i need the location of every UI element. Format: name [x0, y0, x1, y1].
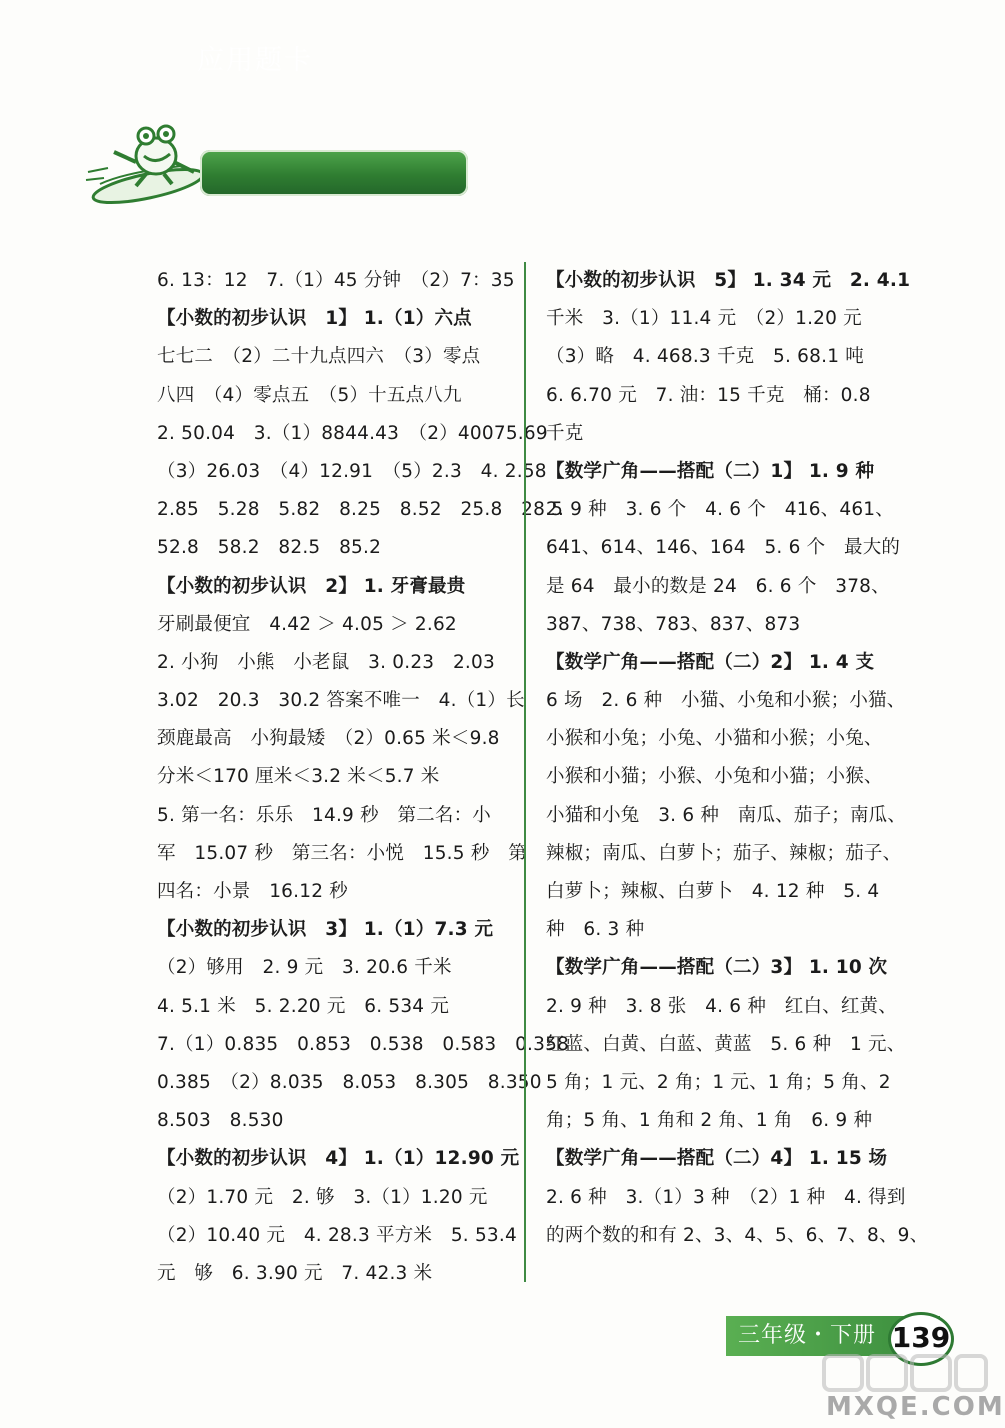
column-divider: [524, 262, 526, 1282]
answer-line: 【数学广角——搭配（二）4】 1. 15 场: [546, 1148, 888, 1170]
answer-line: （2）够用 2. 9 元 3. 20.6 千米: [157, 957, 452, 979]
answer-line: 【小数的初步认识 5】 1. 34 元 2. 4.1: [546, 270, 911, 291]
answer-line: 千克: [546, 422, 584, 444]
page-number: 139: [891, 1321, 951, 1354]
answer-line: 3.02 20.3 30.2 答案不唯一 4.（1）长: [157, 690, 525, 712]
answer-line: 白萝卜；辣椒、白萝卜 4. 12 种 5. 4: [546, 881, 880, 902]
frog-surfer-mascot-icon: [86, 112, 216, 222]
answer-line: 6. 13：12 7.（1）45 分钟 （2）7：35: [157, 270, 515, 291]
answer-line: 2. 9 种 3. 8 张 4. 6 种 红白、红黄、: [546, 995, 897, 1017]
answer-line: 【小数的初步认识 1】 1.（1）六点: [157, 308, 472, 330]
answer-line: 7.（1）0.835 0.853 0.538 0.583 0.358: [157, 1033, 570, 1055]
answer-line: 【数学广角——搭配（二）2】 1. 4 支: [546, 651, 875, 673]
answer-line: 颈鹿最高 小狗最矮 （2）0.65 米＜9.8: [157, 728, 500, 750]
answer-line: 6 场 2. 6 种 小猫、小兔和小猴；小猫、: [546, 690, 906, 712]
answer-line: 军 15.07 秒 第三名：小悦 15.5 秒 第: [157, 842, 527, 864]
answer-line: 元 够 6. 3.90 元 7. 42.3 米: [157, 1262, 433, 1284]
answer-column-right: [546, 262, 929, 1255]
answer-line: 辣椒；南瓜、白萝卜；茄子、辣椒；茄子、: [546, 842, 902, 864]
answer-line: （2）10.40 元 4. 28.3 平方米 5. 53.4: [157, 1224, 517, 1246]
answer-line: 6. 6.70 元 7. 油：15 千克 桶：0.8: [546, 384, 871, 406]
answer-line: 小猴和小猫；小猴、小兔和小猫；小猴、: [546, 766, 883, 788]
answer-line: （2）1.70 元 2. 够 3.（1）1.20 元: [157, 1186, 488, 1208]
answer-line: 是 64 最小的数是 24 6. 6 个 378、: [546, 575, 890, 597]
answer-line: 小猫和小兔 3. 6 种 南瓜、茄子；南瓜、: [546, 804, 907, 826]
answer-line: 【小数的初步认识 2】 1. 牙膏最贵: [157, 575, 466, 597]
answer-line: 5 角；1 元、2 角；1 元、1 角；5 角、2: [546, 1071, 891, 1093]
answer-line: 七七二 （2）二十九点四六 （3）零点: [157, 346, 481, 368]
answer-line: 四名：小景 16.12 秒: [157, 881, 348, 902]
watermark-site-text: MXQE.COM: [826, 1392, 1005, 1422]
answer-line: 2.85 5.28 5.82 8.25 8.52 25.8 28.5: [157, 499, 564, 521]
answer-line: 角；5 角、1 角和 2 角、1 角 6. 9 种: [546, 1110, 873, 1132]
answer-line: 2. 小狗 小熊 小老鼠 3. 0.23 2.03: [157, 651, 495, 673]
answer-line: 2. 9 种 3. 6 个 4. 6 个 416、461、: [546, 499, 894, 521]
answer-line: 的两个数的和有 2、3、4、5、6、7、8、9、: [546, 1224, 929, 1246]
answer-line: 4. 5.1 米 5. 2.20 元 6. 534 元: [157, 995, 450, 1017]
answer-line: 千米 3.（1）11.4 元 （2）1.20 元: [546, 308, 862, 330]
title-banner: [200, 150, 468, 196]
answer-line: 【小数的初步认识 3】 1.（1）7.3 元: [157, 919, 494, 941]
answer-line: 牙刷最便宜 4.42 ＞ 4.05 ＞ 2.62: [157, 613, 457, 635]
answer-line: 8.503 8.530: [157, 1110, 284, 1132]
section-header: [86, 112, 386, 222]
answer-line: 387、738、783、837、873: [546, 613, 801, 635]
answer-line: 5. 第一名：乐乐 14.9 秒 第二名：小: [157, 804, 492, 826]
footer-grade-label: 三年级・下册: [738, 1323, 877, 1348]
answer-line: 2. 50.04 3.（1）8844.43 （2）40075.69: [157, 422, 548, 444]
answer-line: 52.8 58.2 82.5 85.2: [157, 537, 382, 559]
answer-line: 641、614、146、164 5. 6 个 最大的: [546, 537, 901, 559]
answer-line: 红蓝、白黄、白蓝、黄蓝 5. 6 种 1 元、: [546, 1033, 906, 1055]
answer-line: 小猴和小兔；小兔、小猫和小猴；小兔、: [546, 728, 883, 750]
answer-line: 【数学广角——搭配（二）1】 1. 9 种: [546, 460, 875, 482]
answer-line: （3）略 4. 468.3 千克 5. 68.1 吨: [546, 346, 864, 368]
answer-line: （3）26.03 （4）12.91 （5）2.3 4. 2.58: [157, 460, 547, 482]
page-title: 应用题卡: [197, 45, 313, 76]
answer-line: 【数学广角——搭配（二）3】 1. 10 次: [546, 957, 888, 979]
answer-line: 种 6. 3 种: [546, 919, 645, 941]
answer-line: 【小数的初步认识 4】 1.（1）12.90 元: [157, 1148, 520, 1170]
answer-line: 八四 （4）零点五 （5）十五点八九: [157, 384, 462, 406]
answer-line: 0.385 （2）8.035 8.053 8.305 8.350: [157, 1071, 542, 1093]
answer-line: 分米＜170 厘米＜3.2 米＜5.7 米: [157, 766, 440, 788]
answer-line: 2. 6 种 3.（1）3 种 （2）1 种 4. 得到: [546, 1186, 906, 1208]
